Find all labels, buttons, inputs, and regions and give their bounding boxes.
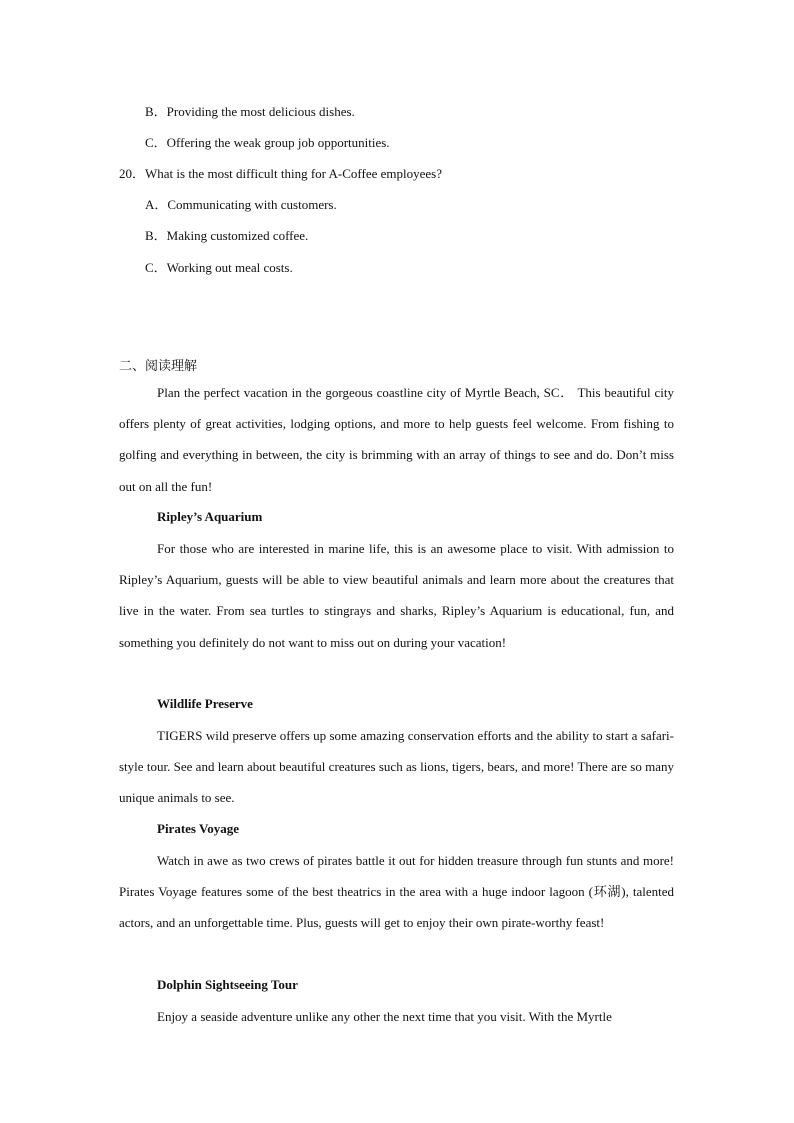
heading-ripleys-aquarium: Ripley’s Aquarium (157, 509, 263, 524)
paragraph-dolphin-tour: Enjoy a seaside adventure unlike any other the next time that you visit. With the Myrtle (157, 1009, 612, 1024)
q20-option-b: B．Making customized coffee. (145, 228, 309, 243)
heading-dolphin-tour: Dolphin Sightseeing Tour (157, 977, 298, 992)
q19-option-b: B．Providing the most delicious dishes. (145, 104, 355, 119)
q20-option-c: C．Working out meal costs. (145, 260, 293, 275)
q20-option-a: A．Communicating with customers. (145, 197, 337, 212)
heading-pirates-voyage: Pirates Voyage (157, 821, 239, 836)
paragraph-pirates-voyage: Watch in awe as two crews of pirates battle it out for hidden treasure through fun stunts and more! Pirates Voyage features some of the best theatrics in the area with a huge indoor lagoon (环湖), talented actors, and an unforgettable time. Plus, guests will get to enjoy their own pirate-worthy feast! (119, 853, 674, 931)
section-title: 二、阅读理解 (119, 358, 198, 373)
heading-wildlife-preserve: Wildlife Preserve (157, 696, 253, 711)
q19-option-c: C．Offering the weak group job opportunities. (145, 135, 390, 150)
intro-paragraph: Plan the perfect vacation in the gorgeous coastline city of Myrtle Beach, SC． This beautiful city offers plenty of great activities, lodging options, and more to help guests feel welcome. From fishing to golfing and everything in between, the city is brimming with an array of things to see and do. Don’t miss out on all the fun! (119, 385, 674, 494)
paragraph-ripleys-aquarium: For those who are interested in marine life, this is an awesome place to visit. With admission to Ripley’s Aquarium, guests will be able to view beautiful animals and learn more about the creatures that live in the water. From sea turtles to stingrays and sharks, Ripley’s Aquarium is educational, fun, and something you definitely do not want to miss out on during your vacation! (119, 541, 674, 650)
paragraph-wildlife-preserve: TIGERS wild preserve offers up some amazing conservation efforts and the ability to start a safari-style tour. See and learn about beautiful creatures such as lions, tigers, bears, and more! There are so many unique animals to see. (119, 728, 674, 806)
q20-stem: 20．What is the most difficult thing for A-Coffee employees? (119, 166, 443, 181)
